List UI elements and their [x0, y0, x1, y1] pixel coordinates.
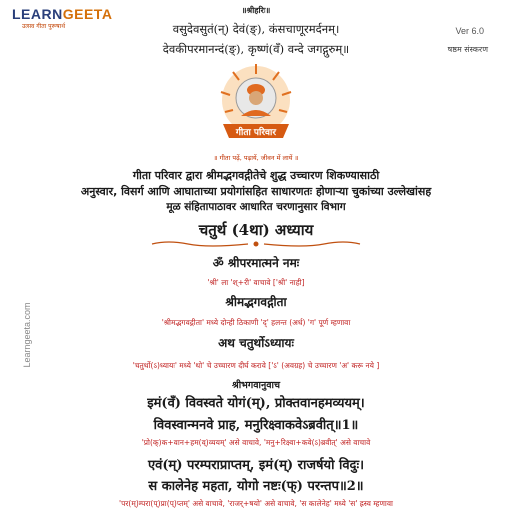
emblem-name: गीता परिवार [235, 128, 277, 138]
chapter-title: चतुर्थ (4था) अध्याय [198, 221, 314, 239]
logo-tagline: उत्सव गीता पुरूषार्थ [22, 23, 66, 30]
emblem-tagline: ॥ गीता पढ़ें, पढ़ायें, जीवन में लायें ॥ [213, 154, 299, 162]
ornamental-divider [148, 240, 364, 248]
saint-portrait-icon [236, 78, 276, 118]
gita-title: श्रीमद्भगवद्गीता [225, 295, 287, 309]
chapter-opening: अथ चतुर्थोऽध्यायः [218, 336, 294, 350]
verse-1-line-1: इमं(वँ) विवस्वते योगं(म्), प्रोक्तवानहमव्ययम्। [147, 396, 365, 411]
intro-line-2: अनुस्वार, विसर्ग आणि आघाताच्या प्रयोगांसहित साधारणतः होणाऱ्या चुकांच्या उल्लेखांसह [80, 185, 432, 198]
gita-parivar-emblem [213, 60, 299, 152]
verse-1-line-2: विवस्वान्मनवे प्राह, मनुरिक्ष्वाकवेऽब्रवीत्॥1॥ [153, 418, 359, 433]
pronunciation-note-5: 'पर(म्)म्परा(प्)प्रा(प्)प्तम्' असे वाचावे, 'राजर्+षयो' असे वाचावे, 'स कालेनेह' मध्ये 'स' ह्रस्व म्हणावा [119, 499, 393, 508]
logo-word-geeta: GEETA [62, 6, 113, 22]
pronunciation-note-1: 'श्री' ला 'श्+री' वाचावे ['श्री' नाही] [207, 278, 305, 287]
version-label: Ver 6.0 [455, 26, 484, 36]
shloka-line-2: देवकीपरमानन्दं(ङ्), कृष्णं(वँ) वन्दे जगद्गुरुम्॥ [162, 42, 350, 56]
pronunciation-note-2: 'श्रीमद्भगवद्गीता' मध्ये दोन्ही ठिकाणी 'द्' हलन्त (अर्ध) 'ग' पूर्ण म्हणावा [161, 318, 351, 327]
speaker-label: श्रीभगवानुवाच [231, 380, 280, 391]
mantra-line: ॐ श्रीपरमात्मने नमः [212, 256, 300, 270]
intro-line-3: मूळ संहितापाठावर आधारित चरणानुसार विभाग [166, 201, 346, 213]
intro-line-1: गीता परिवार द्वारा श्रीमद्भगवद्गीतेचे शुद्ध उच्चारण शिकण्यासाठी [132, 169, 380, 182]
website-side-label: Learngeeta.com [22, 302, 32, 368]
edition-label: षष्ठम संस्करण [447, 45, 488, 54]
verse-2-line-2: स कालेनेह महता, योगो नष्टः(फ्) परन्तप॥2॥ [148, 479, 364, 494]
verse-2-line-1: एवं(म्) परम्पराप्राप्तम्, इमं(म्) राजर्षयो विदुः। [147, 458, 365, 473]
pronunciation-note-3: 'चतुर्थो(ऽ)ध्यायः' मध्ये 'थो' चे उच्चारण दीर्घ करावे ['ऽ' (अवग्रह) चे उच्चारण 'अ' करू नये ] [132, 361, 380, 370]
logo-word-learn: LEARN [12, 6, 63, 22]
invocation: ॥श्रीहरिः॥ [241, 5, 271, 15]
shloka-line-1: वसुदेवसुतं(न्) देवं(ङ्), कंसचाणूरमर्दनम्। [172, 22, 340, 36]
pronunciation-note-4: 'प्रो(क्)क+वान+हम(व्)व्ययम्' असे वाचावे, 'मनु+रिक्ष्वा+कवे(ऽ)ब्रवीत्' असे वाचावे [141, 438, 371, 447]
